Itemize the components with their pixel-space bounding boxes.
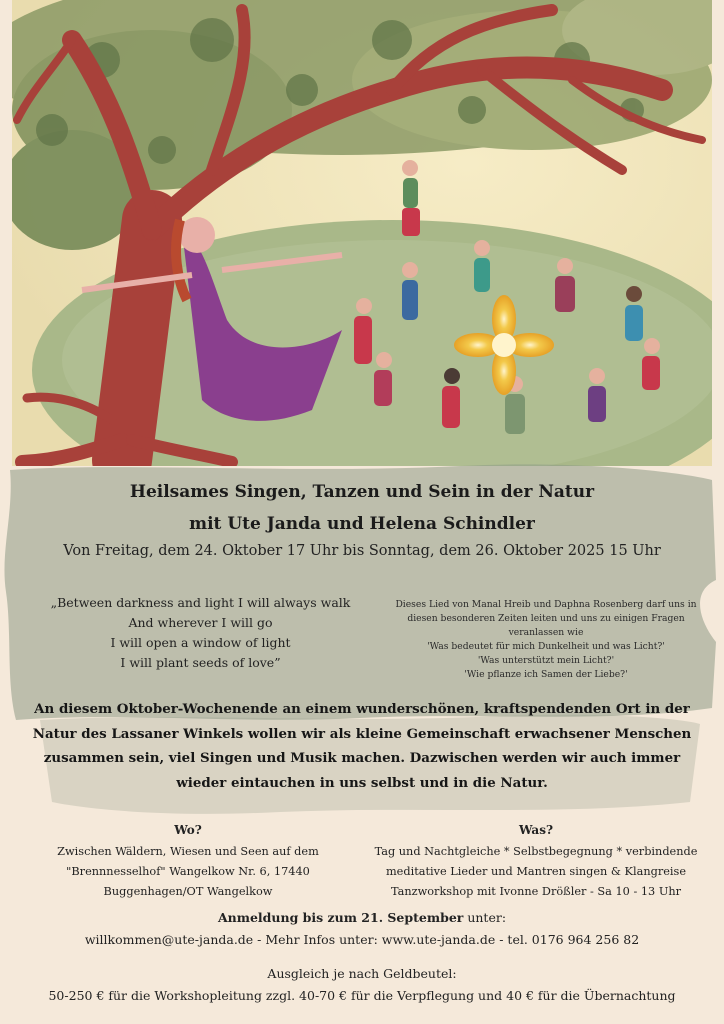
pricing-section: [0, 963, 724, 1007]
quote-line: I will open a window of light: [110, 635, 291, 650]
contact-info: willkommen@ute-janda.de - Mehr Infos unter: www.ute-janda.de - tel. 0176 964 256 82: [84, 932, 640, 947]
what-line: meditative Lieder und Mantren singen & Klangreise: [385, 865, 687, 878]
note-line: veranlassen wie: [508, 627, 584, 638]
note-line: 'Wie pflanze ich Samen der Liebe?': [464, 669, 628, 680]
what-section: [368, 820, 704, 902]
hero-painting: [12, 0, 712, 466]
where-heading: Wo?: [174, 823, 202, 837]
registration-section: [0, 907, 724, 951]
where-line: Zwischen Wäldern, Wiesen und Seen auf dem: [57, 845, 319, 858]
what-line: Tag und Nachtgleiche * Selbstbegegnung * verbindende: [374, 845, 698, 858]
where-line: "Brennnesselhof" Wangelkow Nr. 6, 17440: [66, 865, 310, 878]
where-line: Buggenhagen/OT Wangelkow: [103, 885, 273, 898]
note-line: Dieses Lied von Manal Hreib und Daphna Rosenberg darf uns in: [395, 599, 697, 610]
event-subtitle: mit Ute Janda und Helena Schindler: [189, 514, 535, 534]
intro-paragraph: [18, 697, 706, 795]
intro-line: Natur des Lassaner Winkels wollen wir als kleine Gemeinschaft erwachsener Menschen: [32, 725, 692, 742]
event-dates: Von Freitag, dem 24. Oktober 17 Uhr bis Sonntag, dem 26. Oktober 2025 15 Uhr: [63, 543, 661, 559]
pricing-heading: Ausgleich je nach Geldbeutel:: [267, 966, 457, 981]
note-line: 'Was bedeutet für mich Dunkelheit und was Licht?': [427, 641, 665, 652]
registration-label: unter:: [463, 910, 507, 925]
registration-deadline: Anmeldung bis zum 21. September: [217, 910, 464, 925]
what-heading: Was?: [519, 823, 553, 837]
intro-line: wieder eintauchen in uns selbst und in die Natur.: [176, 774, 548, 791]
pricing-details: 50-250 € für die Workshopleitung zzgl. 40-70 € für die Verpflegung und 40 € für die Übernachtung: [48, 988, 676, 1003]
quote-line: I will plant seeds of love”: [120, 655, 281, 670]
note-line: diesen besonderen Zeiten leiten und uns zu einigen Fragen: [407, 613, 685, 624]
song-note: [380, 598, 712, 682]
event-title: Heilsames Singen, Tanzen und Sein in der Natur: [129, 482, 595, 502]
note-line: 'Was unterstützt mein Licht?': [477, 655, 615, 666]
song-quote: [28, 593, 373, 673]
quote-line: „Between darkness and light I will always walk: [50, 595, 351, 610]
where-section: [30, 820, 346, 902]
quote-line: And wherever I will go: [128, 615, 273, 630]
intro-line: zusammen sein, viel Singen und Musik machen. Dazwischen werden wir auch immer: [43, 750, 681, 766]
what-line: Tanzworkshop mit Ivonne Drößler - Sa 10 - 13 Uhr: [390, 885, 682, 898]
intro-line: An diesem Oktober-Wochenende an einem wunderschönen, kraftspendenden Ort in der: [34, 701, 690, 717]
